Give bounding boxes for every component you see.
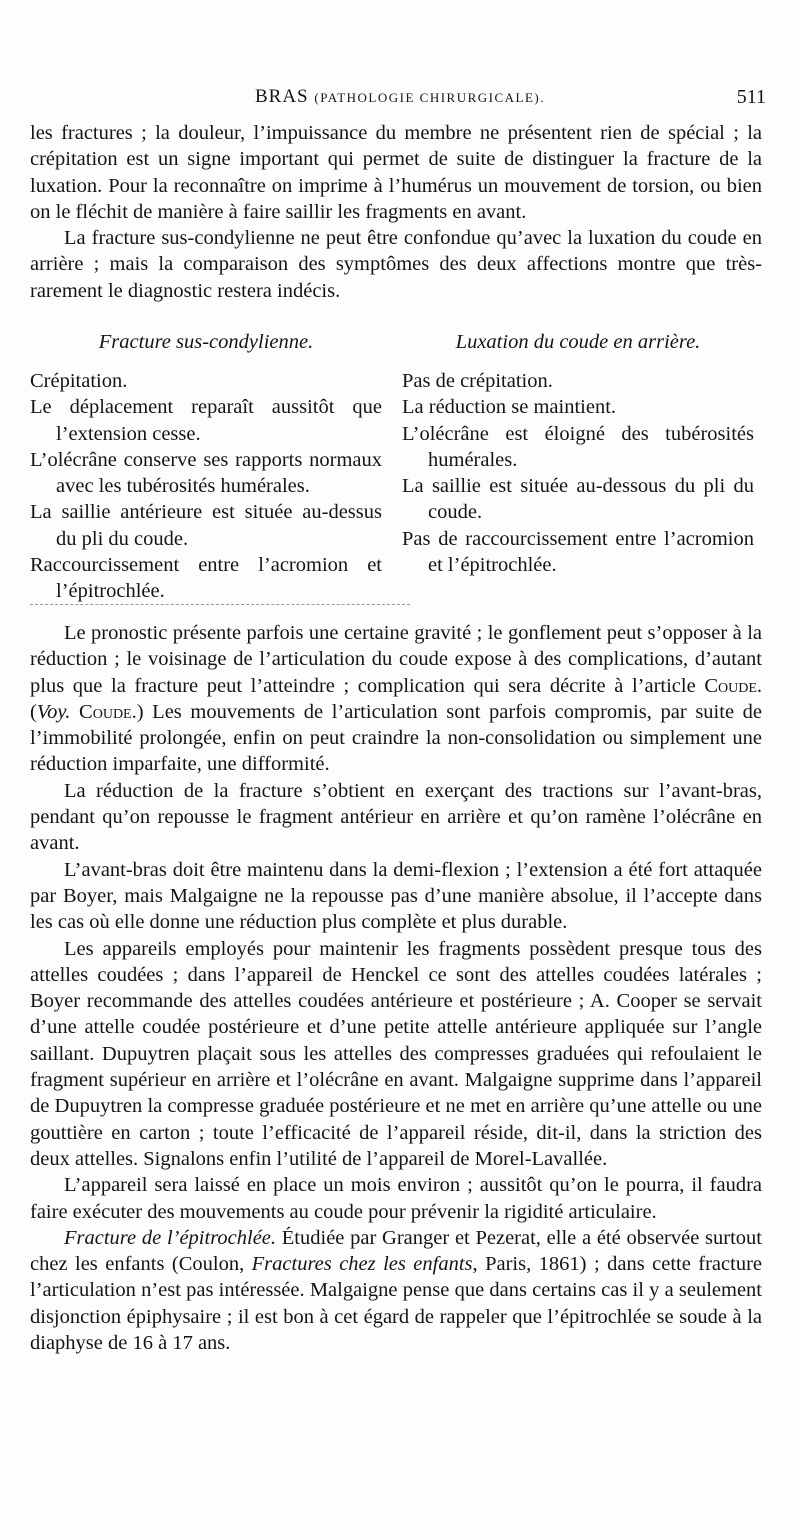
page-number: 511 [736, 86, 766, 108]
comparison-item: Pas de raccourcissement entre l’acromion et l’épitrochlée. [402, 527, 754, 577]
book-title: Fractures chez les enfants [251, 1253, 473, 1276]
paragraph: les fractures ; la douleur, l’impuissance du membre ne présentent rien de spécial ; la crépitation est un signe important qui permet de suite de distinguer la fracture de la luxation. Pour la reconnaître on imprime à l’humérus un mouvement de torsion, ou bien on le fléchit de manière à faire saillir les fragments en avant. [30, 122, 762, 223]
comparison-item: L’olécrâne est éloigné des tubérosités humérales. [402, 422, 754, 471]
text-block-top [30, 120, 762, 304]
paragraph-text: . ( [30, 674, 762, 723]
column-heading: Fracture sus-condylienne. [98, 331, 314, 353]
comparison-column-luxation [402, 322, 754, 578]
comparison-item: L’olécrâne conserve ses rapports normaux avec les tubérosités humérales. [30, 448, 382, 498]
table-end-rule [30, 604, 410, 605]
paragraph-text: , Paris, 1861) ; dans cette fracture l’articulation n’est pas intéressée. Malgaigne pense que dans certains cas il y a seulement disjonction épiphysaire ; il est bon à cet égard de rappeler que l’épitrochlée se soude à la diaphyse de 16 à 17 ans. [30, 1253, 763, 1355]
comparison-table [30, 322, 762, 622]
running-title-sub: (PATHOLOGIE CHIRURGICALE). [314, 90, 545, 105]
abbreviation: Voy. [36, 700, 71, 723]
paragraph-text: .) Les mouvements de l’articulation sont parfois compromis, par suite de l’immobilité prolongée, enfin on peut craindre la non-consolidation ou simplement une réduction imparfaite, une difformité. [30, 700, 763, 776]
comparison-item: Le déplacement reparaît aussitôt que l’extension cesse. [30, 396, 382, 445]
comparison-column-fracture [30, 322, 382, 605]
running-head [30, 86, 770, 116]
comparison-item: Pas de crépitation. [402, 370, 553, 392]
paragraph: Les appareils employés pour maintenir les fragments possèdent presque tous des attelles coudées ; dans l’appareil de Henckel ce sont des attelles coudées latérales ; Boyer recommande des attelles coudées antérieure et postérieure ; A. Cooper se servait d’une attelle coudée postérieure et d’une petite attelle antérieure appliquée sur l’angle saillant. Dupuytren plaçait sous les attelles des compresses graduées qui refoulaient le fragment supérieur en arrière et l’olécrâne en avant. Malgaigne supprime dans l’appareil de Dupuytren la compresse graduée postérieure et ne met en arrière qu’une attelle ou une gouttière en carton ; toute l’efficacité de l’appareil réside, dit-il, dans la striction des deux attelles. Signalons enfin l’utilité de l’appareil de Morel-Lavallée. [30, 937, 762, 1170]
comparison-item: La réduction se maintient. [402, 396, 617, 419]
running-title [30, 86, 770, 108]
comparison-item: Crépitation. [30, 370, 128, 392]
comparison-item: La saillie est située au-dessous du pli du coude. [402, 475, 754, 524]
running-title-main: BRAS [254, 86, 309, 107]
cross-reference: Coude [79, 700, 132, 723]
cross-reference: Coude [704, 674, 757, 697]
paragraph: La réduction de la fracture s’obtient en exerçant des tractions sur l’avant-bras, pendant qu’on repousse le fragment antérieur en arrière et qu’on ramène l’olécrâne en avant. [30, 779, 762, 855]
paragraph: L’avant-bras doit être maintenu dans la demi-flexion ; l’extension a été fort attaquée par Boyer, mais Malgaigne ne la repousse pas d’une manière absolue, il l’accepte dans les cas où elle donne une réduction plus complète et plus durable. [30, 858, 762, 934]
paragraph-pronostic [30, 620, 762, 778]
comparison-item: La saillie antérieure est située au-dessus du pli du coude. [30, 501, 382, 550]
paragraph-text: Étudiée par Granger et Pezerat, elle a été observée surtout chez les enfants (Coulon, [30, 1226, 763, 1276]
paragraph: La fracture sus-condylienne ne peut être confondue qu’avec la luxation du coude en arrière ; mais la comparaison des symptômes des deux affections montre que très-rarement le diagnostic restera indécis. [30, 227, 762, 302]
column-heading: Luxation du coude en arrière. [455, 331, 701, 353]
text-block-bottom [30, 620, 762, 1356]
paragraph-text: Le pronostic présente parfois une certaine gravité ; le gonflement peut s’opposer à la réduction ; le voisinage de l’articulation du coude expose à des complications, d’autant plus que la fracture peut l’atteindre ; complication qui sera décrite à l’article [30, 622, 762, 697]
comparison-item: Raccourcissement entre l’acromion et l’épitrochlée. [30, 554, 382, 603]
paragraph: L’appareil sera laissé en place un mois environ ; aussitôt qu’on le pourra, il faudra faire exécuter des mouvements au coude pour prévenir la rigidité articulaire. [30, 1174, 762, 1223]
section-title: Fracture de l’épitrochlée. [64, 1226, 277, 1249]
paragraph-epitrochlee [30, 1225, 762, 1356]
